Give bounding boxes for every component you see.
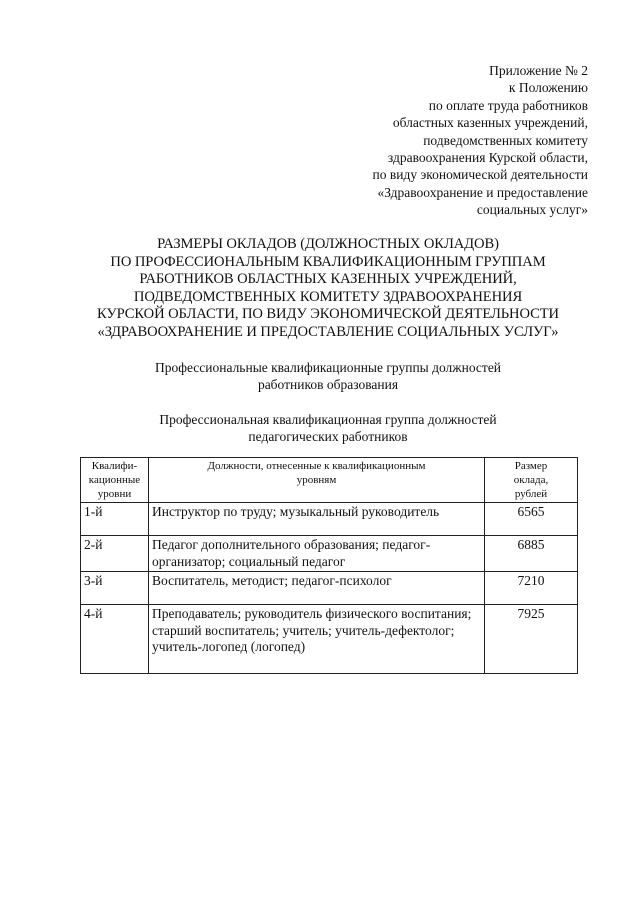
salary-cell: 6885 [485,536,578,572]
header-salary [485,458,578,503]
header-text: уровни [97,488,132,500]
header-text: рублей [514,488,548,500]
positions-cell: Преподаватель; руководитель физического воспитания; старший воспитатель; учитель; учитель-дефектолог; учитель-логопед (логопед) [149,605,485,674]
level-cell: 2-й [81,536,149,572]
appendix-line: здравоохранения Курской области, [387,150,588,166]
appendix-line: «Здравоохранение и предоставление [377,184,588,200]
level-cell: 1-й [81,503,149,536]
header-text: оклада, [513,474,549,486]
level-cell: 4-й [81,605,149,674]
table-row [81,572,578,605]
header-text: Размер [514,460,548,472]
table-row [81,503,578,536]
section-heading [80,360,576,393]
title-line: ПОДВЕДОМСТВЕННЫХ КОМИТЕТУ ЗДРАВООХРАНЕНИЯ [133,288,523,305]
group-heading-line: педагогических работников [248,428,408,444]
appendix-line: социальных услуг» [476,202,588,218]
header-text: Квалифи- [91,460,138,472]
salary-table [80,457,578,674]
group-heading-line: Профессиональная квалификационная группа должностей [159,412,497,427]
appendix-line: областных казенных учреждений, [392,115,588,131]
level-cell: 3-й [81,572,149,605]
header-text: Должности, отнесенные к квалификационным [207,460,426,472]
table-header-row [81,458,578,503]
salary-cell: 7925 [485,605,578,674]
appendix-line: Приложение № 2 [489,63,588,78]
section-heading-line: Профессиональные квалификационные группы должностей [154,360,502,375]
title-line: РАБОТНИКОВ ОБЛАСТНЫХ КАЗЕННЫХ УЧРЕЖДЕНИЙ, [139,271,517,288]
appendix-line: подведомственных комитету [423,132,588,148]
document-title [60,236,596,342]
title-line: «ЗДРАВООХРАНЕНИЕ И ПРЕДОСТАВЛЕНИЕ СОЦИАЛЬНЫХ УСЛУГ» [97,323,559,340]
table-row [81,536,578,572]
header-text: уровням [296,474,337,486]
positions-cell: Воспитатель, методист; педагог-психолог [149,572,485,605]
positions-cell: Педагог дополнительного образования; педагог-организатор; социальный педагог [149,536,485,572]
title-line: КУРСКОЙ ОБЛАСТИ, ПО ВИДУ ЭКОНОМИЧЕСКОЙ ДЕЯТЕЛЬНОСТИ [97,306,559,323]
header-text: кационные [88,474,141,486]
salary-cell: 7210 [485,572,578,605]
table-row [81,605,578,674]
section-heading-line: работников образования [257,376,399,392]
group-heading [80,412,576,445]
title-line: ПО ПРОФЕССИОНАЛЬНЫМ КВАЛИФИКАЦИОННЫМ ГРУППАМ [110,253,546,270]
appendix-line: по виду экономической деятельности [372,167,588,183]
title-line: РАЗМЕРЫ ОКЛАДОВ (ДОЛЖНОСТНЫХ ОКЛАДОВ) [157,236,499,252]
salary-cell: 6565 [485,503,578,536]
header-positions [149,458,485,503]
positions-cell: Инструктор по труду; музыкальный руководитель [149,503,485,536]
appendix-header [288,62,588,219]
appendix-line: по оплате труда работников [428,97,588,113]
appendix-line: к Положению [508,80,588,96]
header-level [81,458,149,503]
